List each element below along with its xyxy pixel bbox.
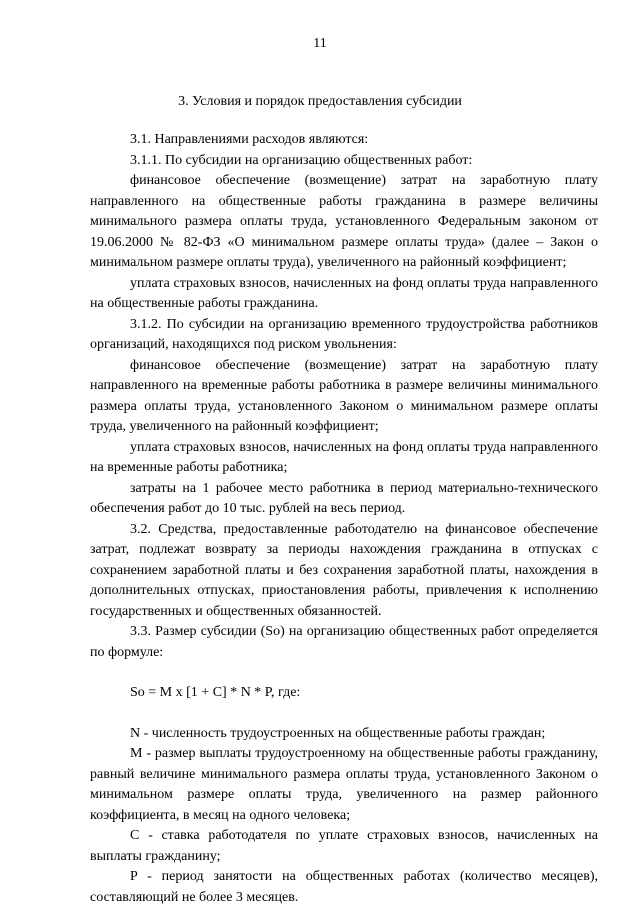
subsidy-formula: So = M x [1 + C] * N * P, где: [130,685,301,700]
paragraph-3-1: 3.1. Направлениями расходов являются: [130,132,369,147]
paragraph-3-1-1: 3.1.1. По субсидии на организацию общественных работ: [130,152,473,168]
page-number: 11 [313,36,327,51]
paragraph-workplace-costs: затраты на 1 рабочее место работника в период материально-технического обеспечения работ до 10 тыс. рублей на весь период. [90,480,598,516]
paragraph-wage-public-works: финансовое обеспечение (возмещение) затрат на заработную плату направленного на общественные работы гражданина в размере величины минимального размера оплаты труда, установленного Федеральным законом от 19.06.2000 № 82-ФЗ «О минимальном размере оплаты труда» (далее – Закон о минимальном размере оплаты труда), увеличенного на районный коэффициент; [90,173,598,270]
paragraph-3-1-2: 3.1.2. По субсидии на организацию временного трудоустройства работников организаций, находящихся под риском увольнения: [90,316,598,352]
paragraph-insurance-public-works: уплата страховых взносов, начисленных на фонд оплаты труда направленного на общественные работы гражданина. [90,275,598,311]
definition-n: N - численность трудоустроенных на общественные работы граждан; [130,725,546,741]
section-title: 3. Условия и порядок предоставления субсидии [178,94,462,109]
document-body [90,130,598,908]
definition-m: M - размер выплаты трудоустроенному на общественные работы гражданину, равный величине минимального размера оплаты труда, установленного Законом о минимальном размере оплаты труда, увеличенного на размер районного коэффициента, в месяц на одного человека; [90,746,598,823]
definition-p: P - период занятости на общественных работах (количество месяцев), составляющий не более 3 месяцев. [90,869,598,905]
paragraph-3-2: 3.2. Средства, предоставленные работодателю на финансовое обеспечение затрат, подлежат возврату за периоды нахождения гражданина в отпусках с сохранением заработной платы и без сохранения заработной платы, нахождения в дополнительных отпусках, приостановления работы, привлечения к исполнению государственных и общественных обязанностей. [90,521,598,619]
paragraph-insurance-temporary-works: уплата страховых взносов, начисленных на фонд оплаты труда направленного на временные работы работника; [90,439,598,475]
paragraph-wage-temporary-works: финансовое обеспечение (возмещение) затрат на заработную плату направленного на временные работы работника в размере величины минимального размера оплаты труда, установленного Законом о минимальном размере оплаты труда, увеличенного на районный коэффициент; [90,357,598,434]
definition-c: C - ставка работодателя по уплате страховых взносов, начисленных на выплаты гражданину; [90,828,598,864]
paragraph-3-3: 3.3. Размер субсидии (So) на организацию общественных работ определяется по формуле: [90,624,598,660]
